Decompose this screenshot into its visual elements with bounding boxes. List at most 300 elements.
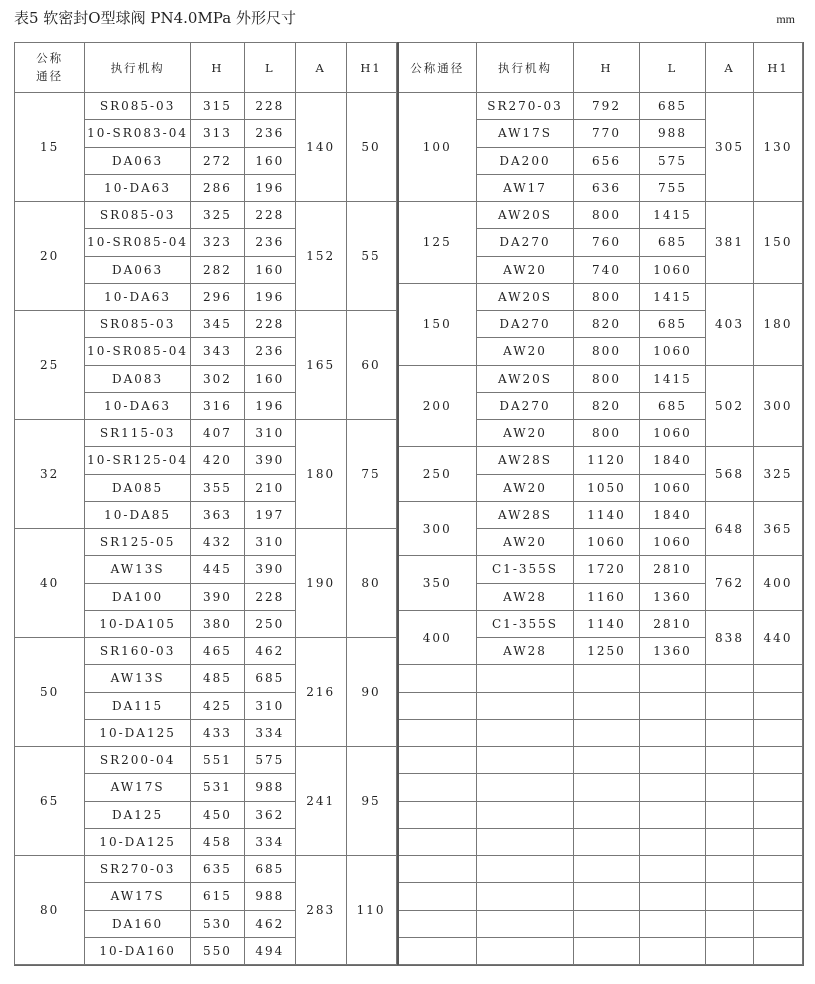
- blank-cell: [398, 937, 477, 964]
- l-cell: 1840: [640, 447, 706, 474]
- l-cell: 685: [640, 229, 706, 256]
- right-table-body: [398, 93, 803, 965]
- actuator-cell: 10-SR125-04: [85, 447, 191, 474]
- l-cell: 1360: [640, 638, 706, 665]
- table-row: [15, 856, 397, 883]
- l-cell: 988: [640, 120, 706, 147]
- actuator-cell: AW17: [477, 174, 574, 201]
- header-nominal-diameter: 公称通径: [398, 43, 477, 93]
- nominal-diameter-cell: 150: [398, 283, 477, 365]
- actuator-cell: AW13S: [85, 665, 191, 692]
- blank-cell: [706, 937, 754, 964]
- h-cell: 450: [190, 801, 244, 828]
- blank-cell: [574, 883, 640, 910]
- l-cell: 228: [244, 93, 295, 120]
- h-cell: 740: [574, 256, 640, 283]
- l-cell: 210: [244, 474, 295, 501]
- h1-cell: 95: [346, 747, 396, 856]
- header-actuator: 执行机构: [85, 43, 191, 93]
- h-cell: 433: [190, 719, 244, 746]
- actuator-cell: DA125: [85, 801, 191, 828]
- actuator-cell: 10-DA63: [85, 174, 191, 201]
- a-cell: 190: [295, 529, 346, 638]
- h-cell: 800: [574, 202, 640, 229]
- l-cell: 334: [244, 719, 295, 746]
- blank-cell: [398, 719, 477, 746]
- left-spec-table: [14, 42, 397, 965]
- table-row: [15, 93, 397, 120]
- l-cell: 2810: [640, 556, 706, 583]
- l-cell: 160: [244, 147, 295, 174]
- header-a: A: [295, 43, 346, 93]
- table-row: [398, 93, 803, 120]
- nominal-diameter-cell: 300: [398, 501, 477, 556]
- l-cell: 310: [244, 529, 295, 556]
- blank-cell: [574, 719, 640, 746]
- actuator-cell: AW20: [477, 474, 574, 501]
- blank-cell: [640, 801, 706, 828]
- actuator-cell: 10-SR085-04: [85, 338, 191, 365]
- actuator-cell: 10-DA105: [85, 610, 191, 637]
- blank-cell: [754, 856, 803, 883]
- h-cell: 1120: [574, 447, 640, 474]
- blank-cell: [477, 665, 574, 692]
- nominal-diameter-cell: 50: [15, 638, 85, 747]
- actuator-cell: 10-DA125: [85, 828, 191, 855]
- h-cell: 1160: [574, 583, 640, 610]
- actuator-cell: SR115-03: [85, 420, 191, 447]
- l-cell: 685: [640, 311, 706, 338]
- l-cell: 988: [244, 774, 295, 801]
- blank-cell: [477, 774, 574, 801]
- l-cell: 310: [244, 692, 295, 719]
- h-cell: 550: [190, 937, 244, 964]
- actuator-cell: DA063: [85, 147, 191, 174]
- header-h1: H1: [754, 43, 803, 93]
- h1-cell: 60: [346, 311, 396, 420]
- blank-row: [398, 937, 803, 964]
- actuator-cell: AW20S: [477, 202, 574, 229]
- blank-cell: [706, 801, 754, 828]
- a-cell: 568: [706, 447, 754, 502]
- actuator-cell: 10-SR083-04: [85, 120, 191, 147]
- actuator-cell: AW20: [477, 529, 574, 556]
- actuator-cell: DA100: [85, 583, 191, 610]
- h-cell: 1140: [574, 501, 640, 528]
- actuator-cell: SR085-03: [85, 202, 191, 229]
- h-cell: 420: [190, 447, 244, 474]
- header-dn-label: 公称 通径: [36, 51, 64, 83]
- actuator-cell: DA270: [477, 311, 574, 338]
- l-cell: 988: [244, 883, 295, 910]
- actuator-cell: AW17S: [477, 120, 574, 147]
- nominal-diameter-cell: 20: [15, 202, 85, 311]
- blank-cell: [640, 910, 706, 937]
- actuator-cell: SR270-03: [477, 93, 574, 120]
- a-cell: 502: [706, 365, 754, 447]
- table-row: [15, 202, 397, 229]
- blank-cell: [754, 801, 803, 828]
- h1-cell: 75: [346, 420, 396, 529]
- actuator-cell: DA270: [477, 229, 574, 256]
- header-a: A: [706, 43, 754, 93]
- blank-cell: [754, 910, 803, 937]
- blank-cell: [640, 856, 706, 883]
- blank-cell: [574, 747, 640, 774]
- blank-row: [398, 774, 803, 801]
- blank-row: [398, 883, 803, 910]
- blank-cell: [754, 665, 803, 692]
- h-cell: 531: [190, 774, 244, 801]
- l-cell: 462: [244, 638, 295, 665]
- l-cell: 228: [244, 583, 295, 610]
- h-cell: 272: [190, 147, 244, 174]
- a-cell: 762: [706, 556, 754, 611]
- l-cell: 160: [244, 256, 295, 283]
- h-cell: 315: [190, 93, 244, 120]
- blank-cell: [754, 719, 803, 746]
- nominal-diameter-cell: 250: [398, 447, 477, 502]
- actuator-cell: AW20: [477, 338, 574, 365]
- blank-cell: [477, 910, 574, 937]
- blank-cell: [574, 774, 640, 801]
- l-cell: 334: [244, 828, 295, 855]
- h-cell: 760: [574, 229, 640, 256]
- h1-cell: 300: [754, 365, 803, 447]
- h-cell: 425: [190, 692, 244, 719]
- h-cell: 432: [190, 529, 244, 556]
- blank-cell: [640, 692, 706, 719]
- blank-cell: [398, 910, 477, 937]
- blank-cell: [754, 883, 803, 910]
- actuator-cell: AW28S: [477, 501, 574, 528]
- h-cell: 615: [190, 883, 244, 910]
- nominal-diameter-cell: 350: [398, 556, 477, 611]
- table-row: [398, 365, 803, 392]
- blank-cell: [754, 828, 803, 855]
- h-cell: 380: [190, 610, 244, 637]
- blank-cell: [477, 692, 574, 719]
- l-cell: 390: [244, 556, 295, 583]
- blank-cell: [477, 719, 574, 746]
- h1-cell: 400: [754, 556, 803, 611]
- blank-cell: [640, 747, 706, 774]
- header-h1: H1: [346, 43, 396, 93]
- actuator-cell: DA160: [85, 910, 191, 937]
- nominal-diameter-cell: 65: [15, 747, 85, 856]
- actuator-cell: AW13S: [85, 556, 191, 583]
- blank-cell: [706, 692, 754, 719]
- blank-cell: [398, 828, 477, 855]
- blank-cell: [754, 774, 803, 801]
- blank-cell: [754, 692, 803, 719]
- blank-cell: [398, 774, 477, 801]
- blank-cell: [706, 828, 754, 855]
- blank-row: [398, 828, 803, 855]
- l-cell: 310: [244, 420, 295, 447]
- l-cell: 1415: [640, 202, 706, 229]
- nominal-diameter-cell: 400: [398, 610, 477, 665]
- actuator-cell: 10-DA125: [85, 719, 191, 746]
- h-cell: 282: [190, 256, 244, 283]
- blank-cell: [574, 692, 640, 719]
- actuator-cell: C1-355S: [477, 610, 574, 637]
- a-cell: 140: [295, 93, 346, 202]
- h1-cell: 440: [754, 610, 803, 665]
- table-row: [15, 747, 397, 774]
- blank-cell: [706, 774, 754, 801]
- h-cell: 800: [574, 283, 640, 310]
- blank-cell: [477, 828, 574, 855]
- a-cell: 216: [295, 638, 346, 747]
- l-cell: 197: [244, 501, 295, 528]
- page-title: 表5 软密封O型球阀 PN4.0MPa 外形尺寸: [14, 9, 296, 27]
- actuator-cell: SR160-03: [85, 638, 191, 665]
- a-cell: 241: [295, 747, 346, 856]
- blank-row: [398, 719, 803, 746]
- blank-cell: [640, 719, 706, 746]
- h1-cell: 80: [346, 529, 396, 638]
- h1-cell: 365: [754, 501, 803, 556]
- l-cell: 250: [244, 610, 295, 637]
- actuator-cell: 10-SR085-04: [85, 229, 191, 256]
- actuator-cell: DA083: [85, 365, 191, 392]
- h-cell: 458: [190, 828, 244, 855]
- actuator-cell: DA200: [477, 147, 574, 174]
- blank-cell: [640, 937, 706, 964]
- h-cell: 485: [190, 665, 244, 692]
- l-cell: 1360: [640, 583, 706, 610]
- a-cell: 838: [706, 610, 754, 665]
- h-cell: 770: [574, 120, 640, 147]
- h-cell: 551: [190, 747, 244, 774]
- l-cell: 236: [244, 120, 295, 147]
- a-cell: 648: [706, 501, 754, 556]
- actuator-cell: SR085-03: [85, 93, 191, 120]
- nominal-diameter-cell: 80: [15, 856, 85, 965]
- blank-row: [398, 801, 803, 828]
- blank-cell: [398, 665, 477, 692]
- blank-cell: [574, 910, 640, 937]
- header-h: H: [190, 43, 244, 93]
- h-cell: 1050: [574, 474, 640, 501]
- header-nominal-diameter: [15, 43, 85, 93]
- actuator-cell: SR085-03: [85, 311, 191, 338]
- a-cell: 305: [706, 93, 754, 202]
- blank-cell: [398, 883, 477, 910]
- blank-row: [398, 747, 803, 774]
- blank-cell: [706, 665, 754, 692]
- h1-cell: 90: [346, 638, 396, 747]
- blank-row: [398, 692, 803, 719]
- blank-cell: [477, 883, 574, 910]
- a-cell: 381: [706, 202, 754, 284]
- h-cell: 656: [574, 147, 640, 174]
- l-cell: 390: [244, 447, 295, 474]
- blank-cell: [398, 692, 477, 719]
- table-row: [15, 311, 397, 338]
- blank-cell: [574, 665, 640, 692]
- actuator-cell: 10-DA63: [85, 392, 191, 419]
- actuator-cell: AW17S: [85, 883, 191, 910]
- h-cell: 355: [190, 474, 244, 501]
- l-cell: 685: [244, 665, 295, 692]
- h-cell: 635: [190, 856, 244, 883]
- nominal-diameter-cell: 200: [398, 365, 477, 447]
- blank-cell: [706, 747, 754, 774]
- l-cell: 1415: [640, 365, 706, 392]
- actuator-cell: 10-DA85: [85, 501, 191, 528]
- h-cell: 363: [190, 501, 244, 528]
- h-cell: 1720: [574, 556, 640, 583]
- a-cell: 283: [295, 856, 346, 965]
- header-l: L: [244, 43, 295, 93]
- l-cell: 685: [640, 93, 706, 120]
- blank-cell: [706, 856, 754, 883]
- h-cell: 407: [190, 420, 244, 447]
- blank-cell: [706, 910, 754, 937]
- unit-label: mm: [776, 12, 795, 26]
- l-cell: 2810: [640, 610, 706, 637]
- blank-cell: [574, 828, 640, 855]
- blank-cell: [477, 937, 574, 964]
- blank-cell: [574, 937, 640, 964]
- h-cell: 343: [190, 338, 244, 365]
- a-cell: 403: [706, 283, 754, 365]
- l-cell: 362: [244, 801, 295, 828]
- blank-cell: [754, 937, 803, 964]
- right-spec-table: [397, 42, 804, 965]
- blank-cell: [398, 856, 477, 883]
- h-cell: 800: [574, 338, 640, 365]
- blank-cell: [477, 856, 574, 883]
- h-cell: 530: [190, 910, 244, 937]
- blank-cell: [754, 747, 803, 774]
- h-cell: 820: [574, 311, 640, 338]
- h-cell: 1250: [574, 638, 640, 665]
- h-cell: 302: [190, 365, 244, 392]
- blank-row: [398, 665, 803, 692]
- a-cell: 152: [295, 202, 346, 311]
- header-actuator: 执行机构: [477, 43, 574, 93]
- l-cell: 228: [244, 202, 295, 229]
- spec-tables: [14, 42, 804, 966]
- h-cell: 1060: [574, 529, 640, 556]
- actuator-cell: AW20: [477, 256, 574, 283]
- blank-cell: [574, 801, 640, 828]
- table-row: [15, 638, 397, 665]
- actuator-cell: DA270: [477, 392, 574, 419]
- h-cell: 445: [190, 556, 244, 583]
- nominal-diameter-cell: 100: [398, 93, 477, 202]
- blank-cell: [640, 665, 706, 692]
- blank-cell: [706, 719, 754, 746]
- actuator-cell: AW17S: [85, 774, 191, 801]
- blank-cell: [640, 828, 706, 855]
- h-cell: 792: [574, 93, 640, 120]
- actuator-cell: 10-DA63: [85, 283, 191, 310]
- l-cell: 196: [244, 174, 295, 201]
- table-row: [398, 501, 803, 528]
- table-row: [398, 202, 803, 229]
- l-cell: 236: [244, 338, 295, 365]
- blank-cell: [398, 747, 477, 774]
- l-cell: 575: [244, 747, 295, 774]
- l-cell: 228: [244, 311, 295, 338]
- h-cell: 800: [574, 365, 640, 392]
- h-cell: 1140: [574, 610, 640, 637]
- h1-cell: 50: [346, 93, 396, 202]
- nominal-diameter-cell: 25: [15, 311, 85, 420]
- h-cell: 820: [574, 392, 640, 419]
- h-cell: 313: [190, 120, 244, 147]
- l-cell: 196: [244, 392, 295, 419]
- h1-cell: 55: [346, 202, 396, 311]
- l-cell: 462: [244, 910, 295, 937]
- h-cell: 296: [190, 283, 244, 310]
- h1-cell: 110: [346, 856, 396, 965]
- actuator-cell: AW28: [477, 638, 574, 665]
- h1-cell: 180: [754, 283, 803, 365]
- left-table-body: [15, 93, 397, 965]
- h-cell: 345: [190, 311, 244, 338]
- l-cell: 236: [244, 229, 295, 256]
- l-cell: 685: [244, 856, 295, 883]
- l-cell: 575: [640, 147, 706, 174]
- blank-cell: [706, 883, 754, 910]
- h-cell: 325: [190, 202, 244, 229]
- blank-cell: [477, 747, 574, 774]
- l-cell: 160: [244, 365, 295, 392]
- table-row: [398, 610, 803, 637]
- h-cell: 800: [574, 420, 640, 447]
- h-cell: 636: [574, 174, 640, 201]
- actuator-cell: AW20: [477, 420, 574, 447]
- h-cell: 465: [190, 638, 244, 665]
- blank-cell: [574, 856, 640, 883]
- table-row: [398, 447, 803, 474]
- actuator-cell: C1-355S: [477, 556, 574, 583]
- blank-row: [398, 910, 803, 937]
- l-cell: 1060: [640, 474, 706, 501]
- nominal-diameter-cell: 15: [15, 93, 85, 202]
- header-h: H: [574, 43, 640, 93]
- blank-cell: [640, 774, 706, 801]
- l-cell: 1060: [640, 529, 706, 556]
- actuator-cell: SR270-03: [85, 856, 191, 883]
- h1-cell: 150: [754, 202, 803, 284]
- actuator-cell: SR200-04: [85, 747, 191, 774]
- blank-cell: [640, 883, 706, 910]
- header-l: L: [640, 43, 706, 93]
- l-cell: 196: [244, 283, 295, 310]
- actuator-cell: SR125-05: [85, 529, 191, 556]
- h-cell: 323: [190, 229, 244, 256]
- l-cell: 1415: [640, 283, 706, 310]
- table-row: [398, 283, 803, 310]
- h1-cell: 325: [754, 447, 803, 502]
- h-cell: 286: [190, 174, 244, 201]
- table-row: [15, 420, 397, 447]
- a-cell: 165: [295, 311, 346, 420]
- h-cell: 316: [190, 392, 244, 419]
- nominal-diameter-cell: 125: [398, 202, 477, 284]
- l-cell: 755: [640, 174, 706, 201]
- blank-cell: [398, 801, 477, 828]
- actuator-cell: DA063: [85, 256, 191, 283]
- nominal-diameter-cell: 32: [15, 420, 85, 529]
- l-cell: 1840: [640, 501, 706, 528]
